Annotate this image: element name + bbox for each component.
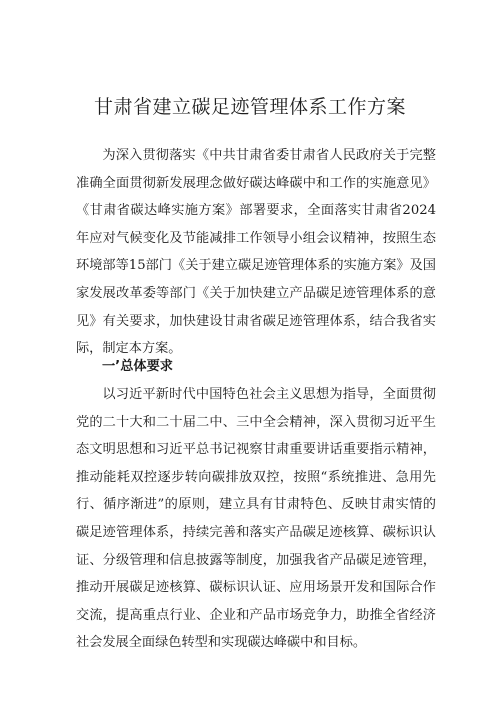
document-title: 甘肃省建立碳足迹管理体系工作方案 — [93, 96, 406, 118]
section-heading-general-requirements: 一’总体要求 — [102, 359, 173, 374]
section-paragraph-general-requirements: 以习近平新时代中国特色社会主义思想为指导，全面贯彻党的二十大和二十届二中、三中全会精神，深入贯彻习近平生态文明思想和习近平总书记视察甘肃重要讲话重要指示精神，推动能耗双控逐步转向碳排放双控，按照“系统推进、急用先行、循序渐进”的原则，建立具有甘肃特色、反映甘肃实情的碳足迹管理体系，持续完善和落实产品碳足迹核算、碳标识认证、分级管理和信息披露等制度，加强我省产品碳足迹管理，推动开展碳足迹核算、碳标识认证、应用场景开发和国际合作交流，提高重点行业、企业和产品市场竞争力，助推全省经济社会发展全面绿色转型和实现碳达峰碳中和目标。 — [76, 387, 436, 651]
intro-paragraph: 为深入贯彻落实《中共甘肃省委甘肃省人民政府关于完整准确全面贯彻新发展理念做好碳达峰碳中和工作的实施意见》《甘肃省碳达峰实施方案》部署要求，全面落实甘肃省2024年应对气候变化及节能减排工作领导小组会议精神，按照生态环境部等15部门《关于建立碳足迹管理体系的实施方案》及国家发展改革委等部门《关于加快建立产品碳足迹管理体系的意见》有关要求，加快建设甘肃省碳足迹管理体系，结合我省实际，制定本方案。 — [76, 148, 436, 357]
